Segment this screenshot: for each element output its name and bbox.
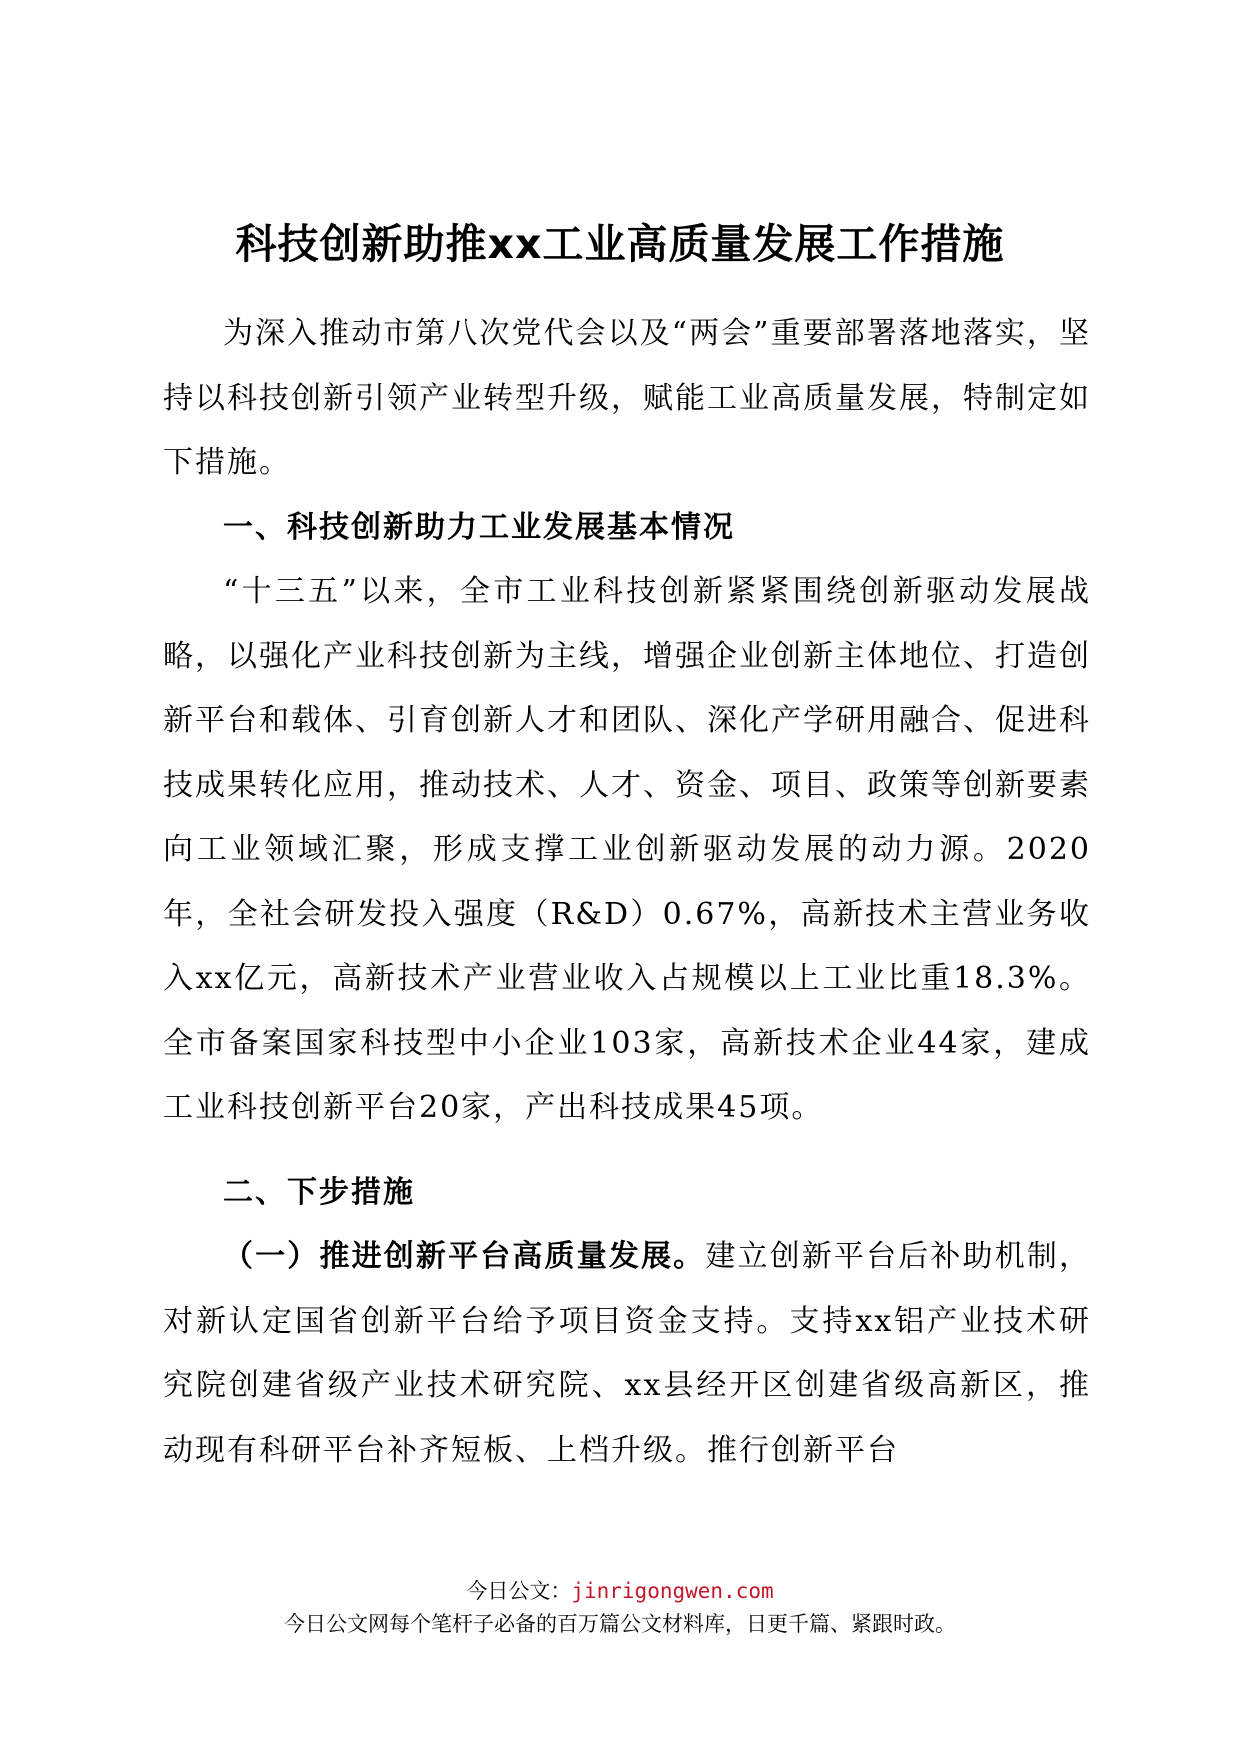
measure-1-paragraph [163,1225,1091,1483]
intro-paragraph: 为深入推动市第八次党代会以及“两会”重要部署落地落实，坚持以科技创新引领产业转型升级，赋能工业高质量发展，特制定如下措施。 [163,316,1091,480]
document-body [163,302,1091,1483]
measure-1-lead: （一）推进创新平台高质量发展。 [223,1239,706,1274]
page-footer [0,1574,1240,1640]
measure-1-body: 建立创新平台后补助机制，对新认定国省创新平台给予项目资金支持。支持xx铝产业技术研究院创建省级产业技术研究院、xx县经开区创建省级高新区，推动现有科研平台补齐短板、上档升级。推行创新平台 [163,1239,1092,1468]
section-1-heading: 一、科技创新助力工业发展基本情况 [223,509,735,545]
section-1-paragraph: “十三五”以来，全市工业科技创新紧紧围绕创新驱动发展战略，以强化产业科技创新为主线，增强企业创新主体地位、打造创新平台和载体、引育创新人才和团队、深化产学研用融合、促进科技成果转化应用，推动技术、人才、资金、项目、政策等创新要素向工业领域汇聚，形成支撑工业创新驱动发展的动力源。2020年，全社会研发投入强度（R&D）0.67%，高新技术主营业务收入xx亿元，高新技术产业营业收入占规模以上工业比重18.3%。全市备案国家科技型中小企业103家，高新技术企业44家，建成工业科技创新平台20家，产出科技成果45项。 [163,574,1091,1125]
footer-slogan: 今日公文网每个笔杆子必备的百万篇公文材料库，日更千篇、紧跟时政。 [284,1612,956,1636]
footer-site-link[interactable]: jinrigongwen.com [571,1579,774,1603]
footer-site-line [0,1574,1240,1608]
footer-site-prefix: 今日公文： [466,1579,572,1603]
document-title: 科技创新助推xx工业高质量发展工作措施 [235,220,1005,268]
section-2-heading: 二、下步措施 [223,1174,415,1210]
